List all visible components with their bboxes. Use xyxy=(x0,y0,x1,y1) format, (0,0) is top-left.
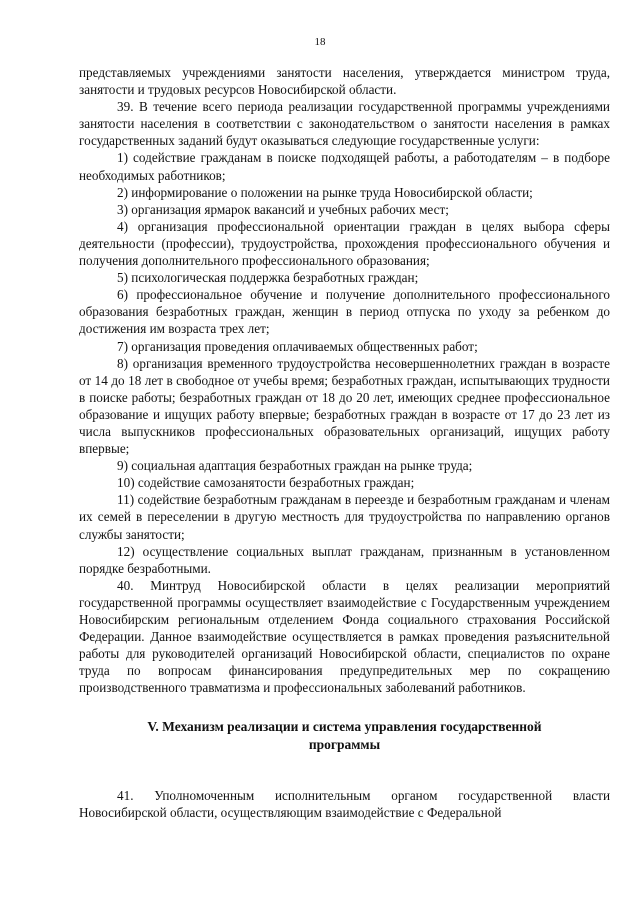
document-body xyxy=(79,64,610,821)
spacer-before-heading xyxy=(79,696,610,718)
service-item-6: 6) профессиональное обучение и получение дополнительного профессионального образования безработных граждан, женщин в период отпуска по уходу за ребенком до достижения им возраста трех лет; xyxy=(79,287,610,337)
service-item-3: 3) организация ярмарок вакансий и учебных рабочих мест; xyxy=(117,201,449,217)
paragraph-continuation: представляемых учреждениями занятости населения, утверждается министром труда, занятости и трудовых ресурсов Новосибирской области. xyxy=(79,65,610,98)
paragraph-41: 41. Уполномоченным исполнительным органом государственной власти Новосибирской области, осуществляющим взаимодействие с Федеральной xyxy=(79,787,610,820)
service-item-1: 1) содействие гражданам в поиске подходящей работы, а работодателям – в подборе необходимых работников; xyxy=(79,150,610,183)
spacer-after-heading xyxy=(79,753,610,787)
service-item-5: 5) психологическая поддержка безработных граждан; xyxy=(117,270,419,286)
service-item-4: 4) организация профессиональной ориентации граждан в целях выбора сферы деятельности (профессии), трудоустройства, прохождения профессионального обучения и получения дополнительного профессионального образования; xyxy=(79,218,610,269)
paragraph-40: 40. Минтруд Новосибирской области в целях реализации мероприятий государственной программы осуществляет взаимодействие с Государственным учреждением Новосибирским региональным отделением Фонда социального страхования Российской Федерации. Данное взаимодействие осуществляется в рамках проведения разъяснительной работы для руководителей организаций Новосибирской области, специалистов по охране труда по вопросам финансирования предупредительных мер по сокращению производственного травматизма и профессиональных заболеваний работников. xyxy=(79,577,610,696)
paragraph-39: 39. В течение всего периода реализации государственной программы учреждениями занятости населения в соответствии с законодательством о занятости населения в рамках государственных заданий будут оказываться следующие государственные услуги: xyxy=(79,99,610,149)
service-item-10: 10) содействие самозанятости безработных граждан; xyxy=(117,475,415,491)
service-item-7: 7) организация проведения оплачиваемых общественных работ; xyxy=(117,338,478,354)
service-item-12: 12) осуществление социальных выплат гражданам, признанным в установленном порядке безработными. xyxy=(79,543,610,576)
section-heading: V. Механизм реализации и система управления государственной программы xyxy=(147,719,542,752)
page-number: 18 xyxy=(314,36,326,48)
service-item-8: 8) организация временного трудоустройства несовершеннолетних граждан в возрасте от 14 до 18 лет в свободное от учебы время; безработных граждан, испытывающих трудности в поиске работы; безработных граждан от 18 до 20 лет, имеющих среднее профессиональное образование и ищущих работу впервые; безработных граждан в возрасте от 17 до 23 лет из числа выпускников профессиональных образовательных организаций, ищущих работу впервые; xyxy=(79,355,610,457)
service-item-11: 11) содействие безработным гражданам в переезде и безработным гражданам и членам их семей в переселении в другую местность для трудоустройства по направлению органов службы занятости; xyxy=(79,492,610,542)
service-item-9: 9) социальная адаптация безработных граждан на рынке труда; xyxy=(117,458,473,474)
service-item-2: 2) информирование о положении на рынке труда Новосибирской области; xyxy=(117,184,533,200)
